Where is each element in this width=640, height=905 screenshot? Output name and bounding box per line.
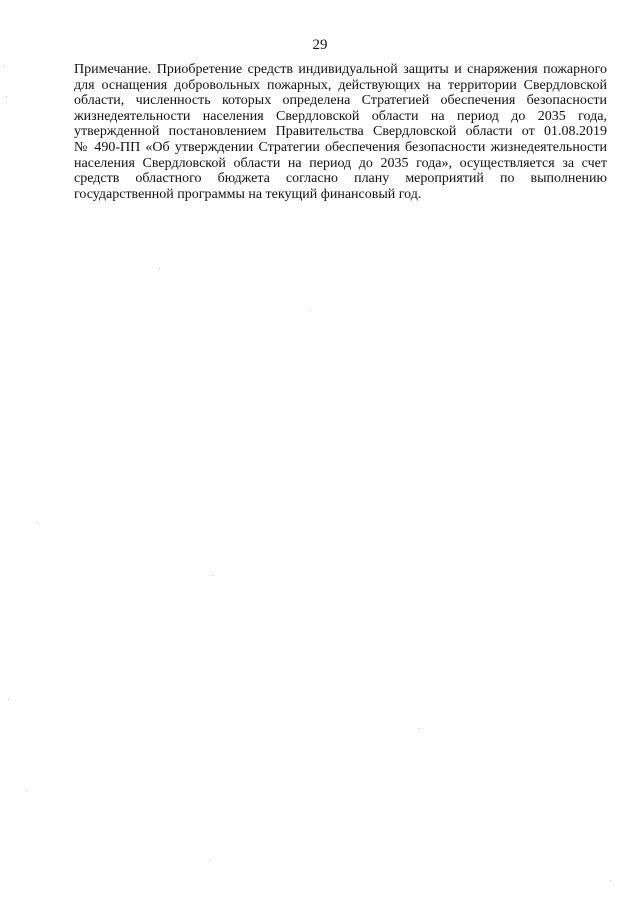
note-line-9: государственной программы на текущий финансовый год. (74, 186, 422, 202)
scan-speck (26, 790, 27, 791)
scan-speck (419, 728, 420, 729)
note-line-6: № 490-ПП «Об утверждении Стратегии обеспечения безопасности жизнедеятельности (74, 139, 607, 155)
scan-speck (610, 880, 611, 881)
scan-speck (212, 575, 213, 576)
page-number: 29 (312, 37, 328, 53)
scan-speck (159, 268, 160, 269)
note-line-8: средств областного бюджета согласно плану мероприятий по выполнению (74, 171, 607, 187)
note-line-4: жизнедеятельности населения Свердловской области на период до 2035 года, (74, 108, 607, 124)
note-line-3: области, численность которых определена Стратегией обеспечения безопасности (74, 93, 607, 109)
note-line-7: населения Свердловской области на период до 2035 года», осуществляется за счет (74, 155, 607, 171)
note-line-2: для оснащения добровольных пожарных, действующих на территории Свердловской (74, 77, 607, 93)
scan-speck (37, 522, 38, 523)
scan-speck (6, 96, 7, 97)
note-line-5: утвержденной постановлением Правительства Свердловской области от 01.08.2019 (74, 124, 607, 140)
scan-speck (210, 860, 211, 861)
note-paragraph (74, 62, 607, 202)
scan-speck (310, 310, 311, 311)
scan-speck (4, 66, 5, 67)
scan-speck (8, 699, 9, 700)
note-line-1: Примечание. Приобретение средств индивидуальной защиты и снаряжения пожарного (74, 62, 607, 77)
